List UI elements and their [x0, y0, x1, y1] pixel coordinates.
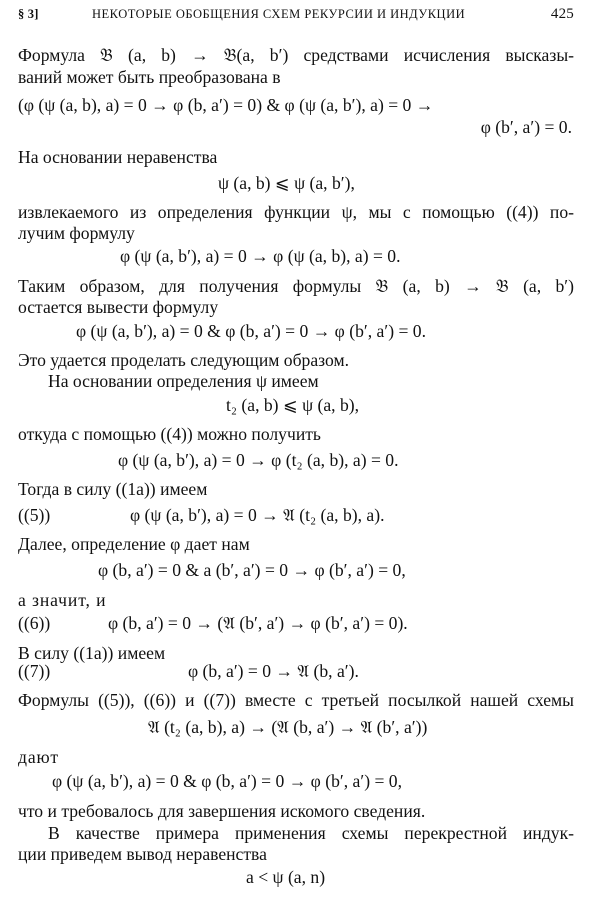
text-line: остается вывести формулу	[18, 297, 219, 317]
equation-label: ((7))	[18, 661, 51, 681]
formula-line: φ (ψ (a, b′), a) = 0 → φ (t₂ (a, b), a) = 0.	[118, 450, 399, 470]
text-line: откуда с помощью ((4)) можно получить	[18, 424, 321, 444]
equation-label: ((6))	[18, 613, 51, 633]
text-line: В силу ((1a)) имеем	[18, 643, 166, 663]
formula-line: 𝔄 (t₂ (a, b), a) → (𝔄 (b, a′) → 𝔄 (b′, a′))	[148, 717, 428, 737]
equation-label: ((5))	[18, 505, 51, 525]
formula-line: t₂ (a, b) ⩽ ψ (a, b),	[226, 395, 360, 415]
running-header	[18, 4, 578, 28]
formula-line: a < ψ (a, n)	[246, 867, 326, 887]
formula-line: φ (b′, a′) = 0.	[480, 117, 572, 137]
text-line: Таким образом, для получения формулы 𝔅 (a, b) → 𝔅 (a, b′)	[18, 276, 574, 296]
text-line: извлекаемого из определения функции ψ, мы с помощью ((4)) по-	[18, 202, 574, 222]
text-line: Тогда в силу ((1a)) имеем	[18, 479, 208, 499]
text-line: Формулы ((5)), ((6)) и ((7)) вместе с третьей посылкой нашей схемы	[18, 690, 574, 710]
text-line: дают	[18, 747, 59, 767]
formula-line: φ (b, a′) = 0 → 𝔄 (b, a′).	[188, 661, 359, 681]
text-line: Далее, определение φ дает нам	[18, 534, 250, 554]
text-line: В качестве примера применения схемы перекрестной индук-	[48, 823, 574, 843]
text-line: что и требовалось для завершения искомого сведения.	[18, 801, 426, 821]
text-line: На основании неравенства	[18, 147, 218, 167]
formula-line: φ (b, a′) = 0 & a (b′, a′) = 0 → φ (b′, a′) = 0,	[98, 560, 406, 580]
text-line: ваний может быть преобразована в	[18, 67, 281, 87]
formula-line: φ (b, a′) = 0 → (𝔄 (b′, a′) → φ (b′, a′) = 0).	[108, 613, 408, 633]
running-title: НЕКОТОРЫЕ ОБОБЩЕНИЯ СХЕМ РЕКУРСИИ И ИНДУКЦИИ	[92, 7, 466, 21]
section-marker: § 3]	[18, 7, 39, 21]
page-number: 425	[550, 6, 574, 22]
formula-line: (φ (ψ (a, b), a) = 0 → φ (b, a′) = 0) & φ (ψ (a, b′), a) = 0 →	[18, 95, 434, 115]
formula-line: φ (ψ (a, b′), a) = 0 & φ (b, a′) = 0 → φ (b′, a′) = 0,	[52, 771, 402, 791]
text-line: На основании определения ψ имеем	[48, 371, 319, 391]
text-line: а значит, и	[18, 590, 107, 610]
formula-line: ψ (a, b) ⩽ ψ (a, b′),	[218, 173, 355, 193]
text-line: Это удается проделать следующим образом.	[18, 350, 349, 370]
text-line: лучим формулу	[18, 223, 135, 243]
formula-line: φ (ψ (a, b′), a) = 0 → 𝔄 (t₂ (a, b), a).	[130, 505, 385, 525]
formula-line: φ (ψ (a, b′), a) = 0 → φ (ψ (a, b), a) = 0.	[120, 246, 401, 266]
text-line: ции приведем вывод неравенства	[18, 844, 267, 864]
formula-line: φ (ψ (a, b′), a) = 0 & φ (b, a′) = 0 → φ (b′, a′) = 0.	[76, 321, 426, 341]
text-line: Формула 𝔅 (a, b) → 𝔅(a, b′) средствами исчисления высказы-	[18, 45, 574, 65]
